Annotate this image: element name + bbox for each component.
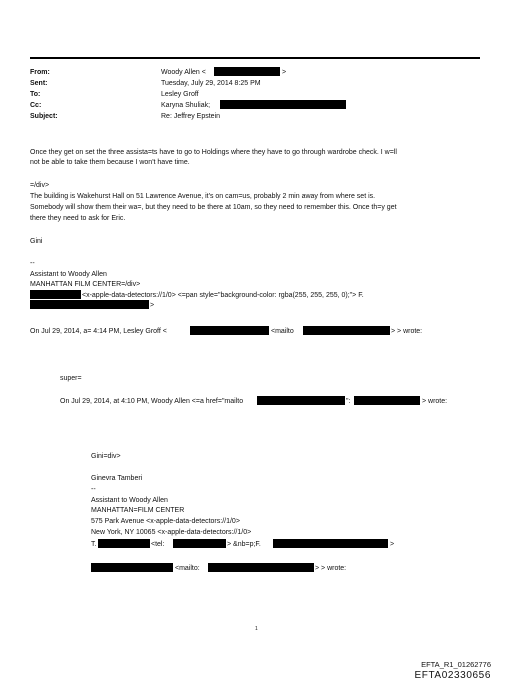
sig-line: Assistant to Woody Allen (30, 271, 107, 278)
header-rule (30, 57, 480, 59)
body-line: there they need to ask for Eric. (30, 215, 126, 222)
quote-wrote: > > wrote: (391, 328, 423, 335)
sent-label: Sent: (30, 80, 48, 87)
to-value: Lesley Groff (161, 91, 199, 98)
sig-line: <x-apple-data-detectors://1/0> <=pan style="background-color: rgba(255, 255, 255, 0);"> F. (82, 292, 364, 299)
quote-wrote: > wrote: (422, 398, 448, 405)
subject-value: Re: Jeffrey Epstein (161, 113, 221, 120)
body-line: not be able to take them because I won't have time. (30, 159, 190, 166)
redaction (214, 67, 280, 76)
from-value: Woody Allen < (161, 69, 206, 76)
quoted-text: Gini=div> (91, 453, 121, 460)
redaction (257, 396, 345, 405)
redaction (303, 326, 390, 335)
sig-line-end: > (150, 302, 155, 309)
redaction (30, 300, 149, 309)
quote-header: On Jul 29, 2014, at 4:10 PM, Woody Allen <=a href="mailto (60, 398, 244, 405)
sig-dash: -- (91, 486, 96, 493)
body-line: Once they get on set the three assista=ts have to go to Holdings where they have to go through wardrobe check. I w=ll (30, 149, 397, 156)
redaction (208, 563, 314, 572)
bates-id-primary: EFTA_R1_01262776 (421, 660, 491, 669)
sig-tel: <tel: (151, 541, 165, 548)
body-line: The building is Wakehurst Hall on 51 Lawrence Avenue, it's on cam=us, probably 2 min away from where set is. (30, 193, 376, 200)
cc-label: Cc: (30, 102, 42, 109)
quoted-text: super= (60, 375, 82, 382)
redaction (91, 563, 173, 572)
sig-line: 575 Park Avenue <x-apple-data-detectors://1/0> (91, 518, 240, 525)
quote-wrote: > > wrote: (315, 565, 347, 572)
to-label: To: (30, 91, 41, 98)
redaction (173, 539, 226, 548)
quote-header: On Jul 29, 2014, a= 4:14 PM, Lesley Groff < (30, 328, 167, 335)
body-line: Somebody will show them their wa=, but they need to be there at 10am, so they need to remember this. Once th=y get (30, 204, 397, 211)
page-number: 1 (255, 626, 258, 632)
cc-value: Karyna Shuliak; (161, 102, 211, 109)
quoted-name: Ginevra Tamberi (91, 475, 143, 482)
redaction (273, 539, 388, 548)
sig-phone-label: T. (91, 541, 97, 548)
redaction (354, 396, 420, 405)
subject-label: Subject: (30, 113, 58, 120)
signoff: Gini (30, 238, 43, 245)
redaction (30, 290, 81, 299)
sig-line: New York, NY 10065 <x-apple-data-detectors://1/0> (91, 529, 252, 536)
sig-dash: -- (30, 260, 35, 267)
sig-line: Assistant to Woody Allen (91, 497, 168, 504)
sig-line: MANHATTAN=FILM CENTER (91, 507, 185, 514)
redaction (190, 326, 269, 335)
sig-end: > (390, 541, 395, 548)
body-line: =/div> (30, 182, 50, 189)
redaction (98, 539, 150, 548)
quote-mailto: <mailto (271, 328, 294, 335)
redaction (220, 100, 346, 109)
sig-line: MANHATTAN FILM CENTER=/div> (30, 281, 141, 288)
quote-sep: ": (346, 398, 351, 405)
bates-id-secondary: EFTA02330656 (414, 670, 491, 681)
sig-nbsp: > &nb=p;F. (227, 541, 261, 548)
from-end: > (282, 69, 287, 76)
from-label: From: (30, 69, 50, 76)
sent-value: Tuesday, July 29, 2014 8:25 PM (161, 80, 261, 87)
quote-mailto: <mailto: (175, 565, 200, 572)
